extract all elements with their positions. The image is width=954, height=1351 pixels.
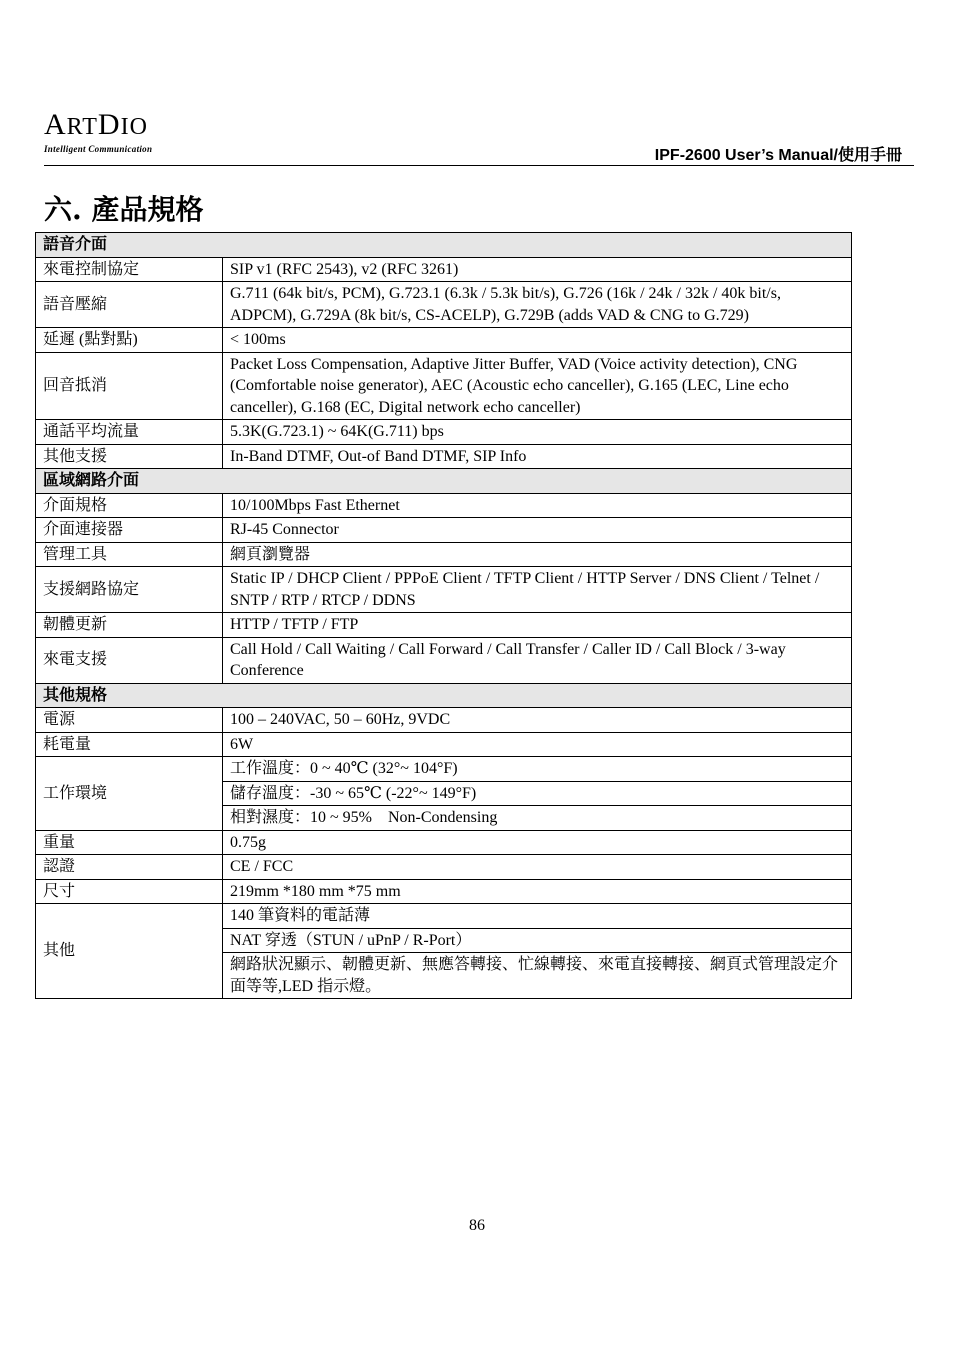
spec-row (36, 444, 852, 469)
spec-label: 認證 (36, 855, 223, 880)
spec-row (36, 567, 852, 613)
header-divider (44, 165, 914, 166)
spec-value: Packet Loss Compensation, Adaptive Jitter Buffer, VAD (Voice activity detection), CNG (Comfortable noise generator), AEC (Acoustic echo canceller), G.165 (LEC, Line echo canceller), G.168 (EC, Digital network echo canceller) (223, 352, 852, 420)
spec-table (35, 232, 852, 999)
spec-row (36, 328, 852, 353)
spec-row (36, 518, 852, 543)
manual-title: IPF-2600 User’s Manual/使用手冊 (654, 147, 902, 164)
section-title: 語音介面 (36, 233, 852, 258)
spec-value: 140 筆資料的電話薄 (223, 904, 852, 929)
spec-row (36, 613, 852, 638)
section-header-row (36, 233, 852, 258)
spec-value: NAT 穿透（STUN / uPnP / R-Port） (223, 928, 852, 953)
spec-row (36, 493, 852, 518)
spec-value: CE / FCC (223, 855, 852, 880)
spec-row (36, 708, 852, 733)
spec-label: 介面規格 (36, 493, 223, 518)
spec-row (36, 257, 852, 282)
spec-value: Call Hold / Call Waiting / Call Forward / Call Transfer / Caller ID / Call Block / 3-way Conference (223, 637, 852, 683)
spec-value: 5.3K(G.723.1) ~ 64K(G.711) bps (223, 420, 852, 445)
spec-label: 韌體更新 (36, 613, 223, 638)
spec-label: 管理工具 (36, 542, 223, 567)
spec-label: 來電控制協定 (36, 257, 223, 282)
spec-label: 尺寸 (36, 879, 223, 904)
spec-label: 電源 (36, 708, 223, 733)
spec-row (36, 637, 852, 683)
spec-value: 相對濕度：10 ~ 95% Non-Condensing (223, 806, 852, 831)
spec-value: HTTP / TFTP / FTP (223, 613, 852, 638)
spec-label: 來電支援 (36, 637, 223, 683)
spec-value: SIP v1 (RFC 2543), v2 (RFC 3261) (223, 257, 852, 282)
spec-label: 重量 (36, 830, 223, 855)
logo-tagline: Intelligent Communication (44, 144, 153, 154)
section-header-row (36, 469, 852, 494)
spec-label: 語音壓縮 (36, 282, 223, 328)
spec-value: 219mm *180 mm *75 mm (223, 879, 852, 904)
section-header-row (36, 683, 852, 708)
spec-value: In-Band DTMF, Out-of Band DTMF, SIP Info (223, 444, 852, 469)
spec-row (36, 732, 852, 757)
spec-row (36, 855, 852, 880)
spec-label: 工作環境 (36, 757, 223, 831)
spec-label: 支援網路協定 (36, 567, 223, 613)
logo-wordmark: ARTDIO (44, 108, 148, 141)
spec-row (36, 352, 852, 420)
page-number: 86 (469, 1217, 485, 1234)
spec-value: 0.75g (223, 830, 852, 855)
spec-label: 延遲 (點對點) (36, 328, 223, 353)
spec-value: 儲存溫度：-30 ~ 65℃ (-22°~ 149°F) (223, 781, 852, 806)
spec-row (36, 420, 852, 445)
spec-row (36, 757, 852, 782)
spec-value: < 100ms (223, 328, 852, 353)
page-title: 六. 產品規格 (44, 193, 204, 226)
spec-label: 其他支援 (36, 444, 223, 469)
spec-value: 100 – 240VAC, 50 – 60Hz, 9VDC (223, 708, 852, 733)
spec-value: 網頁瀏覽器 (223, 542, 852, 567)
spec-value: G.711 (64k bit/s, PCM), G.723.1 (6.3k / 5.3k bit/s), G.726 (16k / 24k / 32k / 40k bit/s, ADPCM), G.729A (8k bit/s, CS-ACELP), G.729B (adds VAD & CNG to G.729) (223, 282, 852, 328)
spec-label: 通話平均流量 (36, 420, 223, 445)
spec-label: 耗電量 (36, 732, 223, 757)
spec-value: 網路狀況顯示、韌體更新、無應答轉接、忙線轉接、來電直接轉接、網頁式管理設定介面等等,LED 指示燈。 (223, 953, 852, 999)
spec-label: 其他 (36, 904, 223, 999)
spec-row (36, 904, 852, 929)
spec-value: 工作溫度：0 ~ 40℃ (32°~ 104°F) (223, 757, 852, 782)
spec-label: 介面連接器 (36, 518, 223, 543)
section-title: 其他規格 (36, 683, 852, 708)
spec-row (36, 830, 852, 855)
artdio-logo (44, 110, 152, 154)
spec-value: 6W (223, 732, 852, 757)
spec-row (36, 282, 852, 328)
spec-label: 回音抵消 (36, 352, 223, 420)
spec-row (36, 879, 852, 904)
spec-row (36, 542, 852, 567)
section-title: 區域網路介面 (36, 469, 852, 494)
spec-value: 10/100Mbps Fast Ethernet (223, 493, 852, 518)
spec-value: Static IP / DHCP Client / PPPoE Client / TFTP Client / HTTP Server / DNS Client / Telnet / SNTP / RTP / RTCP / DDNS (223, 567, 852, 613)
spec-value: RJ-45 Connector (223, 518, 852, 543)
